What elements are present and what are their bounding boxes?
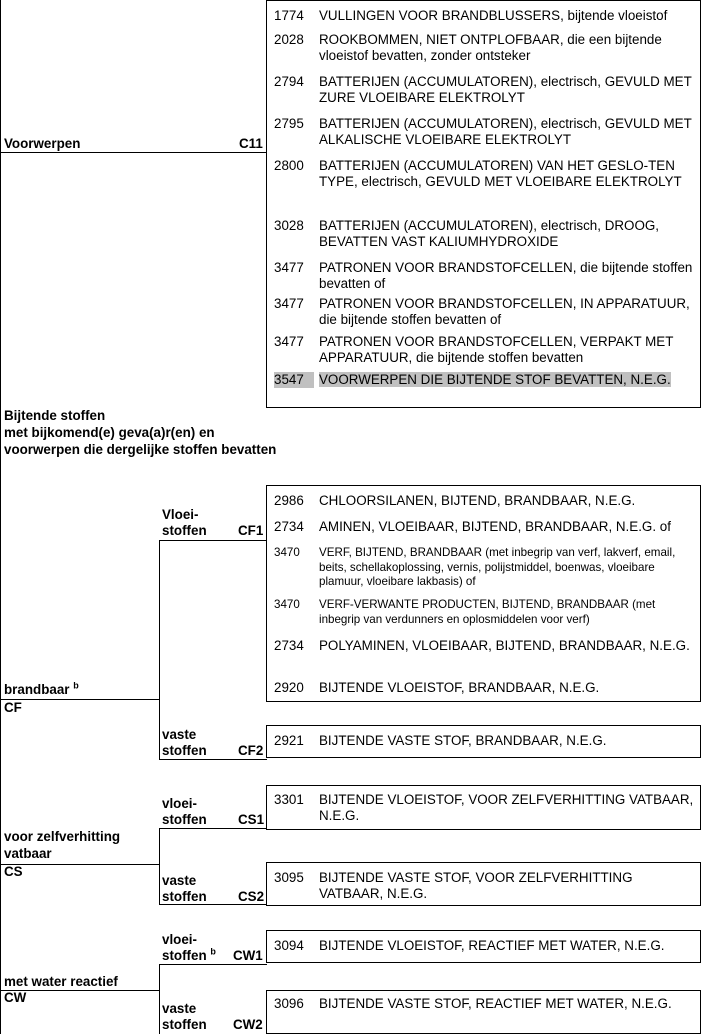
cs-split-line bbox=[159, 828, 160, 905]
un-description: AMINEN, VLOEIBAAR, BIJTEND, BRANDBAAR, N.E.G. of bbox=[319, 519, 671, 534]
un-description: BIJTENDE VASTE STOF, BRANDBAAR, N.E.G. bbox=[319, 733, 607, 748]
cf-footnote: b bbox=[73, 680, 79, 691]
un-description: BATTERIJEN (ACCUMULATOREN), electrisch, GEVULD MET ZURE VLOEIBARE ELEKTROLYT bbox=[319, 74, 692, 105]
un-number: 1774 bbox=[274, 8, 304, 23]
cw1-label-line1: vloei- bbox=[162, 932, 197, 947]
cf1-entries-box bbox=[266, 485, 701, 702]
un-number: 2920 bbox=[274, 680, 304, 695]
un-number: 3301 bbox=[274, 792, 304, 807]
un-description: BATTERIJEN (ACCUMULATOREN), electrisch, DROOG, BEVATTEN VAST KALIUMHYDROXIDE bbox=[319, 218, 660, 249]
un-number: 2028 bbox=[274, 32, 304, 47]
cf1-label-line2: stoffen bbox=[162, 523, 207, 538]
cw1-label-line2 bbox=[162, 948, 216, 964]
un-description: BIJTENDE VASTE STOF, VOOR ZELFVERHITTING VATBAAR, N.E.G. bbox=[319, 870, 633, 901]
un-number: 2734 bbox=[274, 519, 304, 534]
un-number: 2921 bbox=[274, 733, 304, 748]
un-description: BATTERIJEN (ACCUMULATOREN) VAN HET GESLO-TEN TYPE, electrisch, GEVULD MET VLOEIBARE ELEKTROLYT bbox=[319, 158, 682, 189]
cs2-label-line1: vaste bbox=[162, 873, 197, 888]
voorwerpen-branch-line bbox=[0, 152, 267, 153]
cw-code: CW bbox=[4, 990, 27, 1005]
un-description: BIJTENDE VLOEISTOF, BRANDBAAR, N.E.G. bbox=[319, 680, 600, 695]
un-number: 3095 bbox=[274, 870, 304, 885]
un-description: VERF, BIJTEND, BRANDBAAR (met inbegrip van verf, lakverf, email, beits, schellakoplossing, vernis, polijstmiddel, boenwas, vloeibare plamuur, vloeibare lakbasis) of bbox=[319, 546, 676, 588]
un-number: 3096 bbox=[274, 996, 304, 1011]
cf2-entries-box bbox=[266, 725, 701, 758]
cf-branch-line bbox=[0, 699, 160, 700]
un-number: 2734 bbox=[274, 638, 304, 653]
voorwerpen-code: C11 bbox=[239, 136, 263, 151]
un-number: 3094 bbox=[274, 938, 304, 953]
cs1-branch-line bbox=[159, 828, 267, 829]
cw2-label-line2: stoffen bbox=[162, 1017, 207, 1032]
un-description: BIJTENDE VASTE STOF, REACTIEF MET WATER, N.E.G. bbox=[319, 996, 672, 1011]
voorwerpen-label: Voorwerpen bbox=[4, 136, 81, 151]
cw2-code: CW2 bbox=[233, 1017, 263, 1032]
un-number: 3477 bbox=[274, 296, 304, 311]
cf-code: CF bbox=[4, 700, 22, 715]
un-description: BATTERIJEN (ACCUMULATOREN), electrisch, GEVULD MET ALKALISCHE VLOEIBARE ELEKTROLYT bbox=[319, 116, 692, 147]
un-description: PATRONEN VOOR BRANDSTOFCELLEN, die bijtende stoffen bevatten of bbox=[319, 260, 693, 291]
cw1-branch-line bbox=[159, 964, 267, 965]
un-description: CHLOORSILANEN, BIJTEND, BRANDBAAR, N.E.G. bbox=[319, 493, 636, 508]
main-vertical-line bbox=[0, 0, 1, 1034]
cw1-footnote: b bbox=[210, 946, 216, 957]
cw-label: met water reactief bbox=[4, 974, 118, 989]
cs-code: CS bbox=[4, 864, 23, 879]
un-number: 2795 bbox=[274, 116, 304, 131]
cw1-entries-box bbox=[266, 930, 701, 963]
un-description: BIJTENDE VLOEISTOF, REACTIEF MET WATER, N.E.G. bbox=[319, 938, 665, 953]
cs1-code: CS1 bbox=[238, 812, 265, 827]
cw1-code: CW1 bbox=[233, 948, 263, 963]
cs-label-line1: voor zelfverhitting bbox=[4, 829, 121, 844]
un-number: 2800 bbox=[274, 158, 304, 173]
cf1-branch-line bbox=[159, 540, 267, 541]
un-description: VULLINGEN VOOR BRANDBLUSSERS, bijtende vloeistof bbox=[319, 8, 668, 23]
un-number: 3470 bbox=[274, 598, 300, 611]
cs1-label-line1: vloei- bbox=[162, 796, 197, 811]
cf2-branch-line bbox=[159, 759, 267, 760]
cf2-label-line2: stoffen bbox=[162, 743, 207, 758]
main-heading-line3: voorwerpen die dergelijke stoffen bevatten bbox=[4, 442, 277, 457]
un-number: 3470 bbox=[274, 546, 300, 559]
cf2-code: CF2 bbox=[238, 743, 264, 758]
cs-branch-line bbox=[0, 864, 160, 865]
un-number: 3028 bbox=[274, 218, 304, 233]
un-description: PATRONEN VOOR BRANDSTOFCELLEN, VERPAKT MET APPARATUUR, die bijtende stoffen bevatten bbox=[319, 334, 674, 365]
un-number: 2794 bbox=[274, 74, 304, 89]
cf1-code: CF1 bbox=[238, 523, 264, 538]
cs2-label-line2: stoffen bbox=[162, 889, 207, 904]
cs2-entries-box bbox=[266, 862, 701, 906]
un-description: VOORWERPEN DIE BIJTENDE STOF BEVATTEN, N.E.G. bbox=[319, 372, 671, 387]
un-description: BIJTENDE VLOEISTOF, VOOR ZELFVERHITTING VATBAAR, N.E.G. bbox=[319, 792, 694, 823]
cw1-label-text: stoffen bbox=[162, 948, 207, 963]
cs1-entries-box bbox=[266, 785, 701, 830]
cf-label-text: brandbaar bbox=[4, 682, 70, 697]
cw2-label-line1: vaste bbox=[162, 1001, 197, 1016]
main-heading-line2: met bijkomend(e) geva(a)r(en) en bbox=[4, 425, 215, 440]
un-description: POLYAMINEN, VLOEIBAAR, BIJTEND, BRANDBAAR, N.E.G. bbox=[319, 638, 690, 653]
un-number: 3477 bbox=[274, 260, 304, 275]
cs1-label-line2: stoffen bbox=[162, 812, 207, 827]
main-heading-line1: Bijtende stoffen bbox=[4, 408, 106, 423]
cf2-label-line1: vaste bbox=[162, 727, 197, 742]
un-description: ROOKBOMMEN, NIET ONTPLOFBAAR, die een bijtende vloeistof bevatten, zonder ontsteker bbox=[319, 32, 662, 63]
un-description: PATRONEN VOOR BRANDSTOFCELLEN, IN APPARATUUR, die bijtende stoffen bevatten of bbox=[319, 296, 690, 327]
un-description: VERF-VERWANTE PRODUCTEN, BIJTEND, BRANDBAAR (met inbegrip van verdunners en oplosmiddelen voor verf) bbox=[319, 598, 656, 626]
un-number: 3547 bbox=[274, 372, 314, 388]
un-number: 3477 bbox=[274, 334, 304, 349]
voorwerpen-entries-box bbox=[266, 0, 701, 408]
cf-label bbox=[4, 682, 79, 698]
cf1-label-line1: Vloei- bbox=[162, 507, 199, 522]
cs-label-line2: vatbaar bbox=[4, 846, 52, 861]
cw-split-line bbox=[159, 964, 160, 1034]
cw2-entries-box bbox=[266, 990, 701, 1034]
cf-split-line bbox=[159, 540, 160, 760]
un-number: 2986 bbox=[274, 493, 304, 508]
cs2-code: CS2 bbox=[238, 889, 265, 904]
